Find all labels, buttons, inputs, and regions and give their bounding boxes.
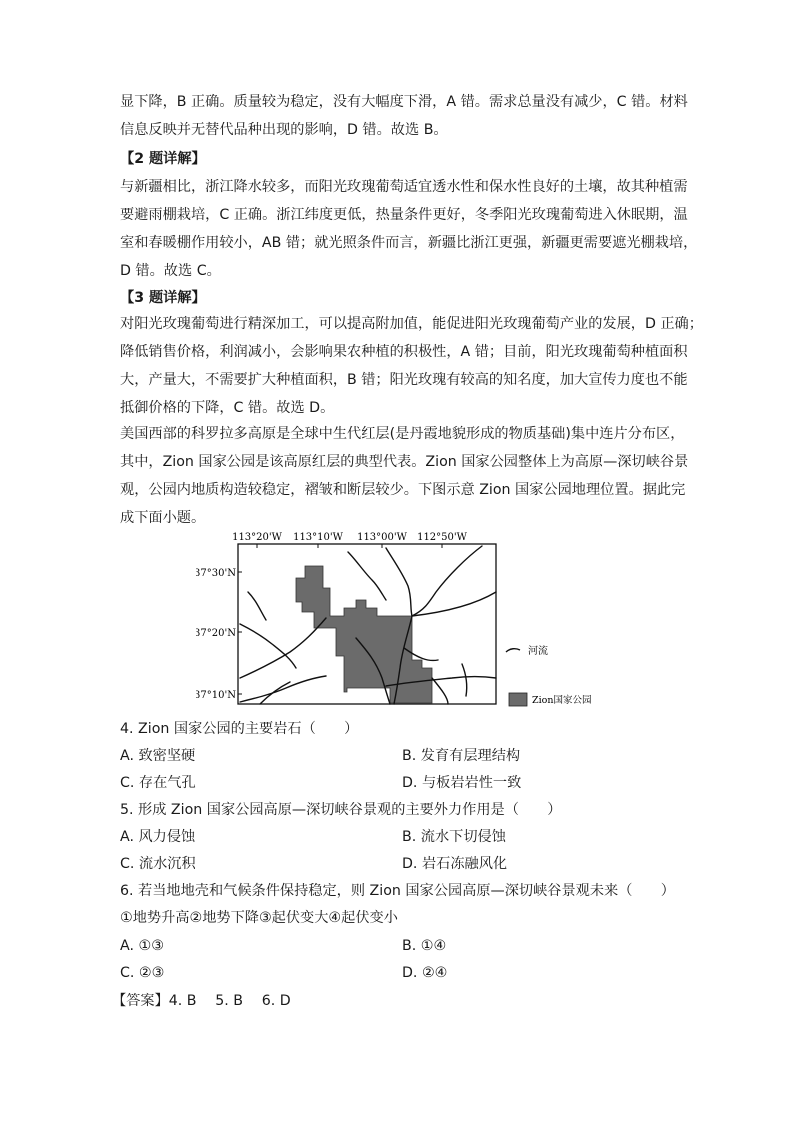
q5-option-d: D. 岩石冻融风化 bbox=[402, 856, 508, 872]
explanation-q2 bbox=[120, 173, 698, 285]
lat-label: 37°30'N bbox=[196, 568, 236, 579]
section-heading-q3: 【3 题详解】 bbox=[120, 290, 206, 306]
lat-label: 37°20'N bbox=[196, 628, 236, 639]
text-line: 与新疆相比，浙江降水较多，而阳光玫瑰葡萄适宜透水性和保水性良好的土壤，故其种植需 bbox=[120, 179, 688, 195]
text-line: 要避雨棚栽培，C 正确。浙江纬度更低，热量条件更好，冬季阳光玫瑰葡萄进入休眠期，温 bbox=[120, 207, 688, 223]
map-svg bbox=[196, 528, 616, 708]
q5-option-c: C. 流水沉积 bbox=[120, 856, 196, 872]
question-6-stem: 6. 若当地地壳和气候条件保持稳定，则 Zion 国家公园高原—深切峡谷景观未来（ ） bbox=[120, 883, 675, 899]
text-line: D 错。故选 C。 bbox=[120, 263, 221, 279]
text-line: 信息反映并无替代品种出现的影响，D 错。故选 B。 bbox=[120, 122, 448, 138]
question-4-stem: 4. Zion 国家公园的主要岩石（ ） bbox=[120, 721, 359, 737]
text-line: 抵御价格的下降，C 错。故选 D。 bbox=[120, 400, 335, 416]
q4-option-c: C. 存在气孔 bbox=[120, 775, 196, 791]
explanation-q1-tail bbox=[120, 88, 688, 144]
answer-line: 【答案】4. B 5. B 6. D bbox=[112, 993, 291, 1009]
legend-river-label: 河流 bbox=[528, 646, 548, 657]
q5-option-b: B. 流水下切侵蚀 bbox=[402, 829, 506, 845]
q6-option-a: A. ①③ bbox=[120, 938, 164, 954]
river-legend-symbol bbox=[506, 649, 520, 652]
text-line: 观，公园内地质构造较稳定，褶皱和断层较少。下图示意 Zion 国家公园地理位置。据此完 bbox=[120, 482, 686, 498]
lon-label: 113°10'W bbox=[293, 532, 343, 543]
park-legend-swatch bbox=[509, 693, 527, 706]
legend-park-label: Zion国家公园 bbox=[532, 695, 592, 706]
text-line: 对阳光玫瑰葡萄进行精深加工，可以提高附加值，能促进阳光玫瑰葡萄产业的发展，D 正确； bbox=[120, 316, 703, 332]
text-line: 显下降，B 正确。质量较为稳定，没有大幅度下滑，A 错。需求总量没有减少，C 错。材料 bbox=[120, 94, 688, 110]
q4-option-b: B. 发育有层理结构 bbox=[402, 748, 521, 764]
q4-option-a: A. 致密坚硬 bbox=[120, 748, 196, 764]
q6-option-d: D. ②④ bbox=[402, 965, 448, 981]
text-line: 成下面小题。 bbox=[120, 510, 206, 526]
q4-option-d: D. 与板岩岩性一致 bbox=[402, 775, 522, 791]
question-5-stem: 5. 形成 Zion 国家公园高原—深切峡谷景观的主要外力作用是（ ） bbox=[120, 802, 562, 818]
text-line: 其中，Zion 国家公园是该高原红层的典型代表。Zion 国家公园整体上为高原—深切峡谷景 bbox=[120, 454, 689, 470]
text-line: 大，产量大，不需要扩大种植面积，B 错；阳光玫瑰有较高的知名度，加大宣传力度也不能 bbox=[120, 372, 688, 388]
text-line: 室和春暖棚作用较小，AB 错；就光照条件而言，新疆比浙江更强，新疆更需要遮光棚栽培， bbox=[120, 235, 698, 251]
q6-option-b: B. ①④ bbox=[402, 938, 447, 954]
lon-label: 112°50'W bbox=[417, 532, 467, 543]
q6-option-c: C. ②③ bbox=[120, 965, 165, 981]
zion-location-map bbox=[196, 528, 616, 708]
lat-label: 37°10'N bbox=[196, 690, 236, 701]
q5-option-a: A. 风力侵蚀 bbox=[120, 829, 196, 845]
section-heading-q2: 【2 题详解】 bbox=[120, 151, 206, 167]
text-line: 降低销售价格，利润减小，会影响果农种植的积极性，A 错；目前，阳光玫瑰葡萄种植面积 bbox=[120, 344, 688, 360]
material-paragraph bbox=[120, 420, 689, 532]
question-6-items: ①地势升高②地势下降③起伏变大④起伏变小 bbox=[120, 910, 398, 926]
lon-label: 113°00'W bbox=[357, 532, 407, 543]
text-line: 美国西部的科罗拉多高原是全球中生代红层(是丹霞地貌形成的物质基础)集中连片分布区， bbox=[120, 426, 685, 442]
lon-label: 113°20'W bbox=[232, 532, 282, 543]
explanation-q3 bbox=[120, 310, 703, 422]
